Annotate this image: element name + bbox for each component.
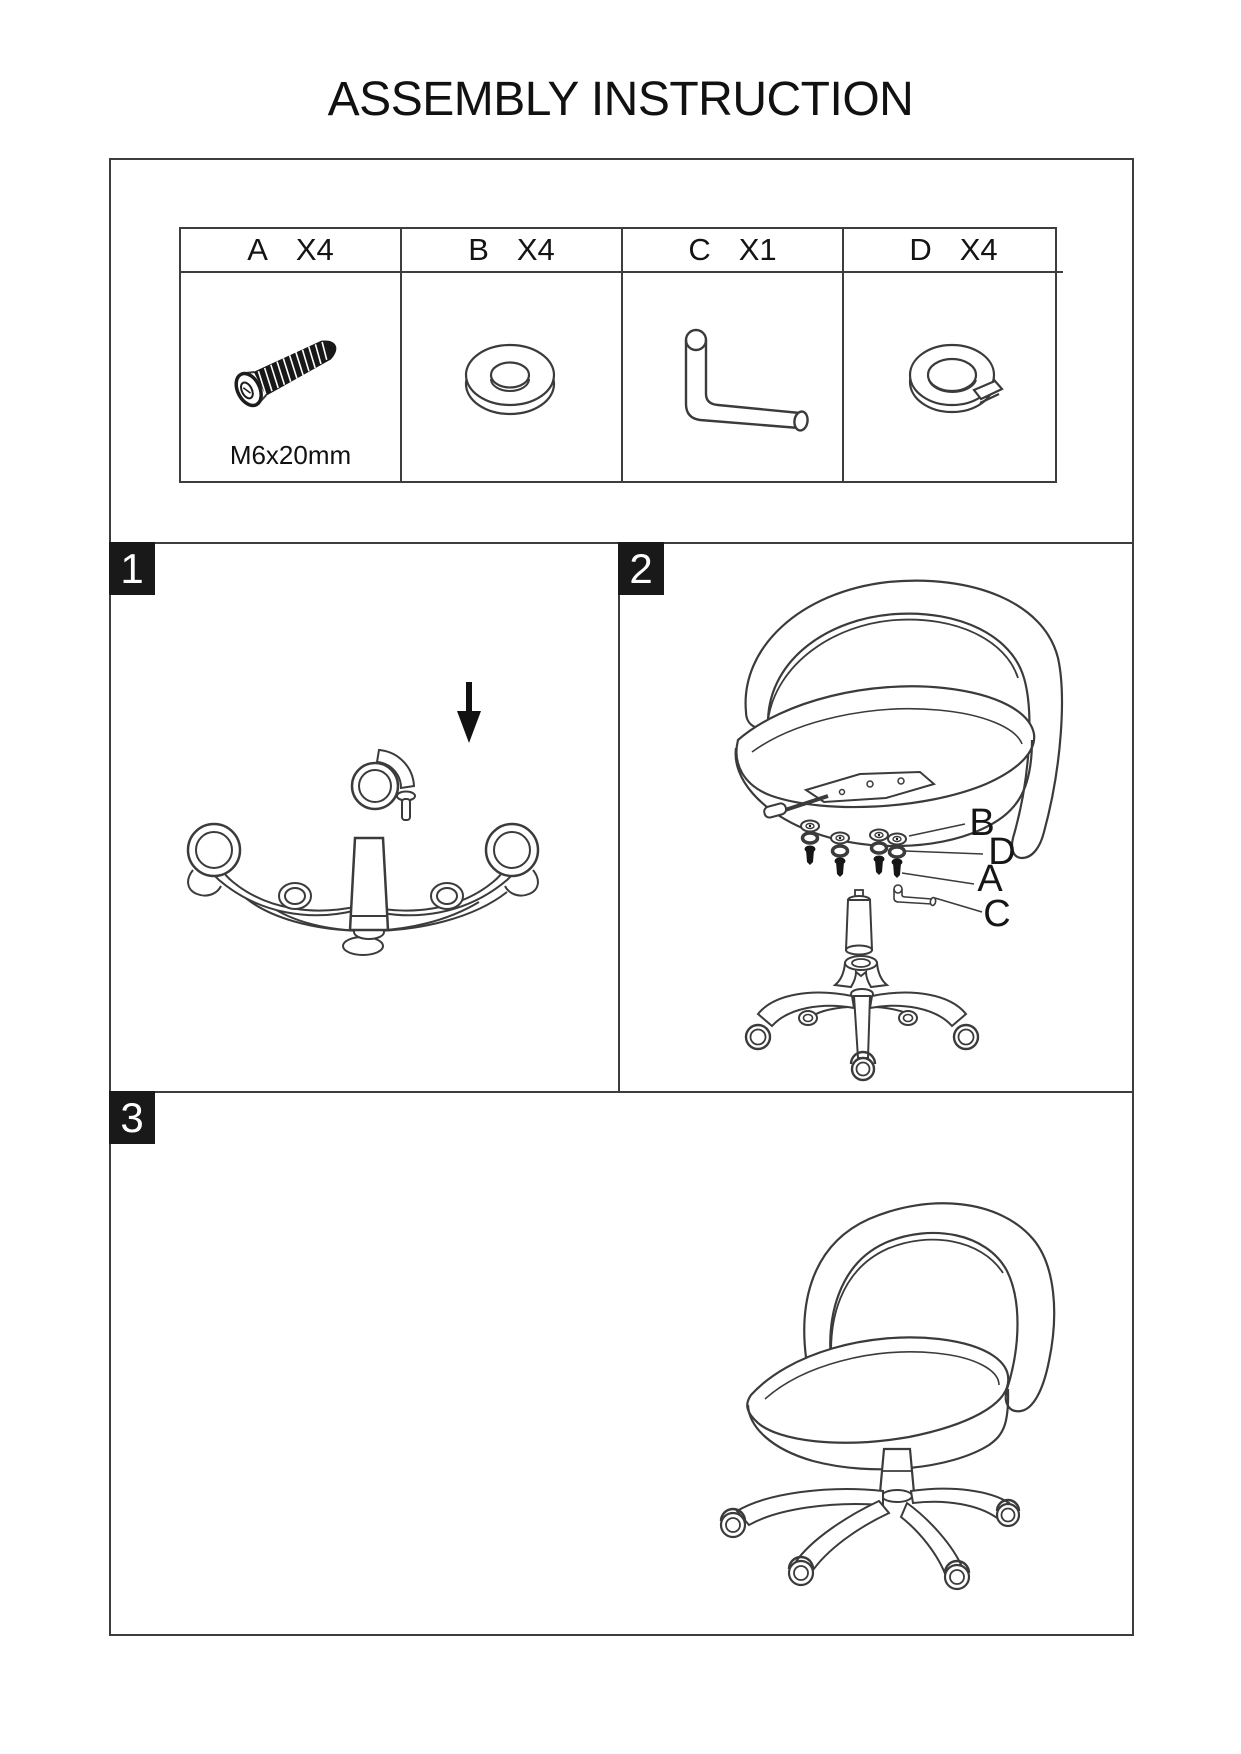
callout-c: C — [983, 893, 1011, 935]
page-title: ASSEMBLY INSTRUCTION — [327, 73, 914, 126]
callout-d: D — [988, 831, 1016, 873]
star-base-drawing — [746, 989, 978, 1080]
arrow-down-icon — [457, 682, 481, 743]
flat-washer-icon — [402, 292, 621, 462]
step-3-drawing — [111, 1093, 1132, 1634]
step-2-drawing — [620, 544, 1132, 1091]
part-qty: X4 — [295, 232, 334, 267]
callout-labels — [902, 802, 1016, 935]
part-letter: C — [688, 232, 711, 267]
callout-a: A — [977, 858, 1003, 900]
parts-cell-a — [181, 273, 402, 481]
assembled-chair-drawing — [721, 1203, 1054, 1589]
parts-overview-box — [109, 158, 1134, 544]
part-spec-label: M6x20mm — [229, 440, 352, 470]
parts-table — [179, 227, 1057, 483]
caster-icon — [352, 750, 415, 820]
step-1-panel — [109, 542, 620, 1093]
step-number-badge: 3 — [109, 1091, 155, 1144]
part-qty: X4 — [959, 232, 998, 267]
step-3-panel — [109, 1091, 1134, 1636]
part-qty: X4 — [516, 232, 555, 267]
parts-table-header-c — [623, 229, 844, 273]
cylinder-cap-drawing — [835, 956, 887, 987]
seat-backrest-drawing — [736, 581, 1062, 858]
part-letter: B — [468, 232, 489, 267]
step-2-panel — [620, 542, 1134, 1093]
hex-key-small-icon — [894, 885, 936, 906]
bolt-icon — [181, 292, 400, 462]
step-number-badge: 1 — [109, 542, 155, 595]
part-qty: X1 — [738, 232, 777, 267]
part-letter: D — [909, 232, 932, 267]
part-letter: A — [247, 232, 268, 267]
step-number-badge: 2 — [618, 542, 664, 595]
parts-table-header-d — [844, 229, 1063, 273]
gas-lift-drawing — [846, 890, 872, 955]
hex-key-icon — [623, 292, 842, 462]
parts-cell-d — [844, 273, 1063, 481]
parts-cell-c — [623, 273, 844, 481]
parts-cell-b — [402, 273, 623, 481]
spring-washer-icon — [844, 292, 1063, 462]
step-1-drawing — [111, 544, 618, 1091]
callout-b: B — [969, 802, 995, 844]
hardware-stacks — [801, 821, 906, 879]
step-row — [109, 542, 1134, 1093]
parts-table-header-a — [181, 229, 402, 273]
chair-base-drawing — [188, 824, 538, 955]
parts-table-header-b — [402, 229, 623, 273]
